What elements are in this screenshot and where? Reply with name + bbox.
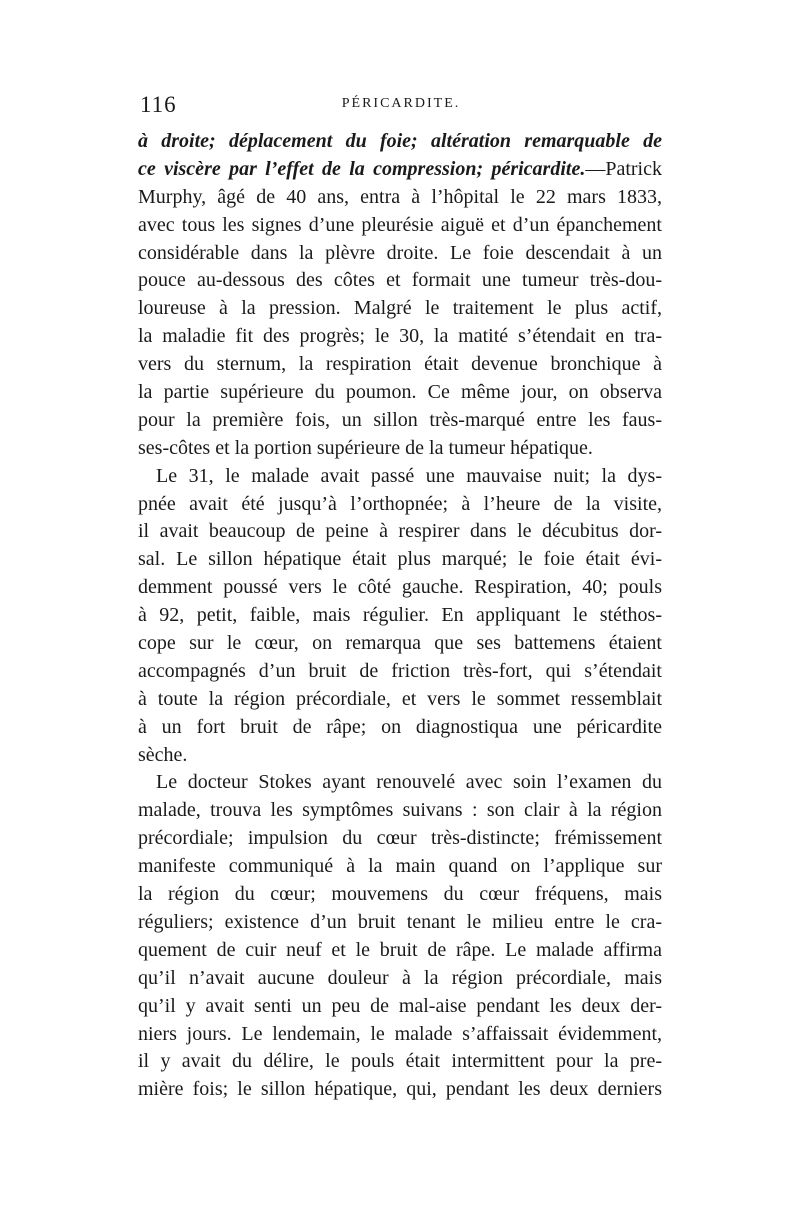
text-line: sèche. — [138, 743, 188, 766]
text-line: vers du sternum, la respiration était devenue bronchique à — [138, 353, 662, 376]
page-header — [140, 92, 662, 122]
text-line: à 92, petit, faible, mais régulier. En appliquant le stéthos- — [138, 604, 662, 627]
text-line: pour la première fois, un sillon très-marqué entre les faus- — [138, 408, 662, 431]
text-line: la partie supérieure du poumon. Ce même jour, on observa — [138, 381, 662, 404]
page-number: 116 — [140, 92, 177, 117]
text-line: Le docteur Stokes ayant renouvelé avec soin l’examen du — [156, 771, 662, 794]
text-line: manifeste communiqué à la main quand on l’applique sur — [138, 855, 662, 878]
text-line: ses-côtes et la portion supérieure de la tumeur hépatique. — [138, 436, 593, 459]
text-line: demment poussé vers le côté gauche. Respiration, 40; pouls — [138, 576, 662, 599]
text-line: loureuse à la pression. Malgré le traitement le plus actif, — [138, 297, 662, 320]
text-line: il y avait du délire, le pouls était intermittent pour la pre- — [138, 1050, 662, 1073]
text-line: sal. Le sillon hépatique était plus marqué; le foie était évi- — [138, 548, 662, 571]
text-line: la région du cœur; mouvemens du cœur fréquens, mais — [138, 883, 662, 906]
text-line: quement de cuir neuf et le bruit de râpe. Le malade affirma — [138, 938, 662, 961]
text-line: qu’il y avait senti un peu de mal-aise pendant les deux der- — [138, 994, 662, 1017]
running-head: PÉRICARDITE. — [341, 96, 461, 111]
text-line: réguliers; existence d’un bruit tenant le milieu entre le cra- — [138, 910, 662, 933]
text-line: niers jours. Le lendemain, le malade s’affaissait évidemment, — [138, 1022, 662, 1045]
text-line: considérable dans la plèvre droite. Le foie descendait à un — [138, 241, 662, 264]
text-line: à droite; déplacement du foie; altération remarquable de — [138, 130, 662, 152]
text-line: à toute la région précordiale, et vers le sommet ressemblait — [138, 687, 662, 710]
text-line: précordiale; impulsion du cœur très-distincte; frémissement — [138, 827, 662, 850]
text-line: il avait beaucoup de peine à respirer dans le décubitus dor- — [138, 520, 662, 543]
text-line — [138, 156, 662, 184]
text-line-roman: —Patrick — [585, 157, 662, 180]
text-line: Murphy, âgé de 40 ans, entra à l’hôpital le 22 mars 1833, — [138, 185, 662, 208]
text-line: accompagnés d’un bruit de friction très-fort, qui s’étendait — [138, 659, 662, 682]
text-line: cope sur le cœur, on remarqua que ses battemens étaient — [138, 632, 662, 655]
text-line: qu’il n’avait aucune douleur à la région précordiale, mais — [138, 966, 662, 989]
text-line: pnée avait été jusqu’à l’orthopnée; à l’heure de la visite, — [138, 492, 662, 515]
text-line: la maladie fit des progrès; le 30, la matité s’étendait en tra- — [138, 325, 662, 348]
text-line: à un fort bruit de râpe; on diagnostiqua une péricardite — [138, 715, 662, 738]
text-line-italic: ce viscère par l’effet de la compression; péricardite. — [138, 157, 586, 180]
page-body — [138, 128, 662, 1104]
text-line: avec tous les signes d’une pleurésie aiguë et d’un épanchement — [138, 213, 662, 236]
text-line: Le 31, le malade avait passé une mauvaise nuit; la dys- — [156, 464, 662, 487]
text-line: malade, trouva les symptômes suivans : son clair à la région — [138, 799, 662, 822]
text-line: pouce au-dessous des côtes et formait une tumeur très-dou- — [138, 269, 662, 292]
text-line: mière fois; le sillon hépatique, qui, pendant les deux derniers — [138, 1078, 662, 1101]
